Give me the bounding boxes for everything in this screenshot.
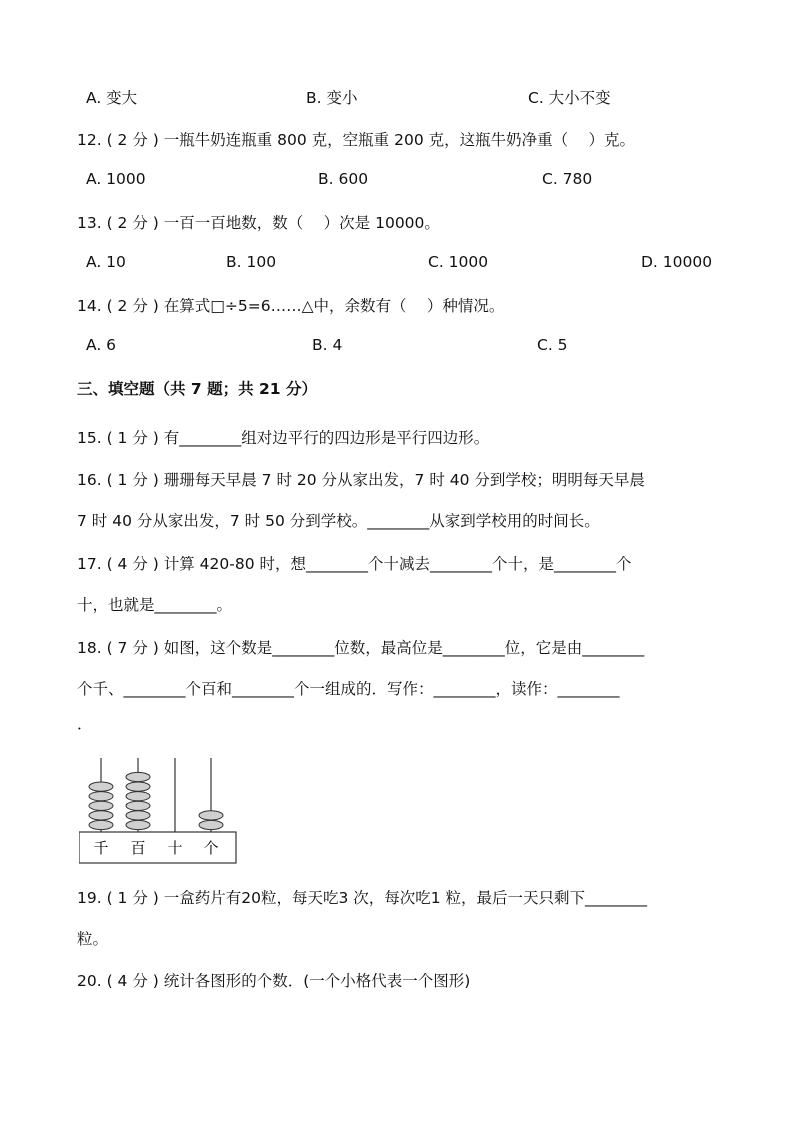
bead-hundreds [126,811,150,820]
bead-ones [199,820,223,829]
bead-hundreds [126,820,150,829]
q11-options [0,86,794,108]
q15-text: 15. ( 1 分 ) 有________组对边平行的四边形是平行四边形。 [77,429,490,447]
label-tens: 十 [167,839,183,857]
q14-options [0,336,794,358]
q12-option-a: A. 1000 [86,170,146,188]
q20-text: 20. ( 4 分 ) 统计各图形的个数．(一个小格代表一个图形) [77,972,471,990]
q17-line1: 17. ( 4 分 ) 计算 420-80 时，想________个十减去________个十，是________个 [77,555,632,573]
q18-line3: ． [77,715,93,733]
bead-hundreds [126,782,150,791]
bead-thousands [89,820,113,829]
q14-option-a: A. 6 [86,336,117,354]
abacus-figure [79,752,239,867]
bead-thousands [89,792,113,801]
q17-line2: 十，也就是________。 [77,596,233,614]
q11-option-c: C. 大小不变 [528,89,611,107]
q14-option-c: C. 5 [537,336,568,354]
q12-option-c: C. 780 [542,170,593,188]
q13-option-c: C. 1000 [428,253,489,271]
q12-text: 12. ( 2 分 ) 一瓶牛奶连瓶重 800 克，空瓶重 200 克，这瓶牛奶净重（ ）克。 [77,131,636,149]
q19-line1: 19. ( 1 分 ) 一盒药片有20粒，每天吃3 次，每次吃1 粒，最后一天只剩下________ [77,889,648,907]
q11-option-a: A. 变大 [86,89,138,107]
q14-text: 14. ( 2 分 ) 在算式□÷5=6……△中，余数有（ ）种情况。 [77,297,505,315]
label-ones: 个 [203,839,219,857]
bead-hundreds [126,792,150,801]
q13-option-d: D. 10000 [641,253,713,271]
abacus-beads [89,772,223,829]
q18-line2: 个千、________个百和________个一组成的．写作：________，读作：________ [77,680,620,698]
q13-options [0,253,794,275]
bead-ones [199,811,223,820]
q16-line1: 16. ( 1 分 ) 珊珊每天早晨 7 时 20 分从家出发，7 时 40 分到学校；明明每天早晨 [77,471,645,489]
bead-hundreds [126,801,150,810]
q11-option-b: B. 变小 [306,89,358,107]
q18-line1: 18. ( 7 分 ) 如图，这个数是________位数，最高位是________位，它是由________ [77,639,645,657]
q19-line2: 粒。 [77,930,109,948]
q13-option-a: A. 10 [86,253,126,271]
bead-hundreds [126,772,150,781]
q13-text: 13. ( 2 分 ) 一百一百地数，数（ ）次是 10000。 [77,214,440,232]
q16-line2: 7 时 40 分从家出发，7 时 50 分到学校。________从家到学校用的时间长。 [77,512,600,530]
bead-thousands [89,782,113,791]
q12-option-b: B. 600 [318,170,369,188]
q14-option-b: B. 4 [312,336,343,354]
section-heading: 三、填空题（共 7 题；共 21 分） [77,380,317,398]
q12-options [0,170,794,192]
label-thousands: 千 [93,839,109,857]
bead-thousands [89,801,113,810]
bead-thousands [89,811,113,820]
label-hundreds: 百 [130,839,146,857]
q13-option-b: B. 100 [226,253,277,271]
